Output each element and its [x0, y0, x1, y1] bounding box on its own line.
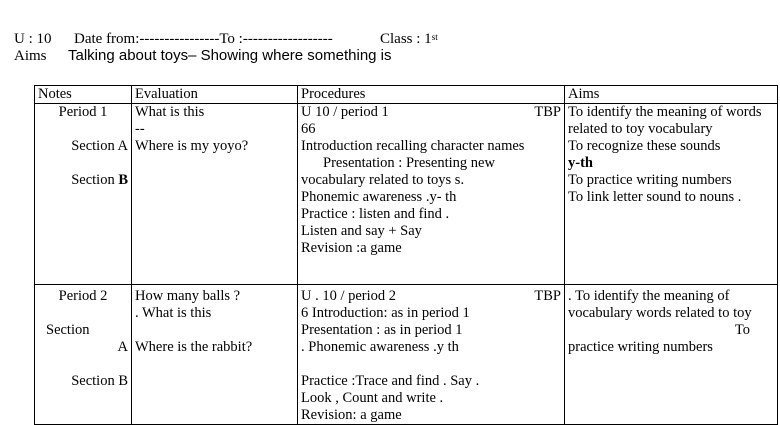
- aim-line: To: [734, 322, 750, 338]
- period-2-evaluation: [132, 285, 298, 425]
- column-header-procedures: Procedures: [298, 86, 565, 104]
- evaluation-line: Where is my yoyo?: [135, 138, 249, 154]
- notes-period: Period 2: [58, 288, 108, 304]
- notes-section-letter: A: [117, 339, 128, 355]
- procedure-line: Presentation : as in period 1: [301, 322, 463, 338]
- evaluation-line: What is this: [135, 104, 205, 120]
- class-label: [380, 31, 438, 48]
- procedure-title: U 10 / period 1 TBP: [301, 104, 561, 120]
- period-2-row: [35, 285, 778, 425]
- class-superscript: st: [431, 32, 438, 42]
- period-2-aims: [565, 285, 778, 425]
- procedure-line: Phonemic awareness .y- th: [301, 189, 457, 205]
- table-header-row: [35, 86, 778, 104]
- period-2-notes: [35, 285, 132, 425]
- evaluation-line: Where is the rabbit?: [135, 339, 253, 355]
- aim-line: To recognize these sounds: [568, 138, 721, 154]
- procedure-line: Revision: a game: [301, 407, 402, 423]
- aim-line: To link letter sound to nouns .: [568, 189, 742, 205]
- aim-sounds: y-th: [568, 155, 593, 171]
- procedure-line: Listen and say + Say: [301, 223, 422, 239]
- notes-section-b: Section B: [71, 373, 128, 389]
- column-header-notes: Notes: [35, 86, 132, 104]
- notes-section-a: Section A: [71, 138, 128, 154]
- evaluation-line: --: [135, 121, 145, 137]
- aim-line: To identify the meaning of words: [568, 104, 762, 120]
- period-1-procedures: [298, 104, 565, 285]
- procedure-line: . Phonemic awareness .y th: [301, 339, 459, 355]
- tbp-label: TBP: [534, 288, 561, 304]
- evaluation-line: . What is this: [135, 305, 212, 321]
- aim-line: To practice writing numbers: [568, 172, 732, 188]
- procedure-title: U . 10 / period 2 TBP: [301, 288, 561, 304]
- aims-text: Talking about toys– Showing where something is: [68, 47, 392, 64]
- period-1-aims: [565, 104, 778, 285]
- aim-line: . To identify the meaning of: [568, 288, 730, 304]
- notes-period: Period 1: [58, 104, 108, 120]
- period-2-procedures: [298, 285, 565, 425]
- unit-label: U : 10: [14, 31, 52, 47]
- lesson-plan-table: [34, 85, 778, 425]
- class-text: Class : 1: [380, 31, 432, 47]
- aim-line: related to toy vocabulary: [568, 121, 713, 137]
- evaluation-line: How many balls ?: [135, 288, 241, 304]
- lesson-plan-table-wrapper: [34, 85, 777, 423]
- procedure-line: Look , Count and write .: [301, 390, 444, 406]
- notes-section-b: Section B: [71, 172, 128, 188]
- aim-line: practice writing numbers: [568, 339, 713, 355]
- aims-label: Aims: [14, 48, 47, 64]
- column-header-evaluation: Evaluation: [132, 86, 298, 104]
- procedure-line: Revision :a game: [301, 240, 402, 256]
- procedure-line: Introduction recalling character names: [301, 138, 525, 154]
- aim-line: vocabulary words related to toy: [568, 305, 752, 321]
- procedure-line: vocabulary related to toys s.: [301, 172, 465, 188]
- period-1-row: [35, 104, 778, 285]
- column-header-aims: Aims: [565, 86, 778, 104]
- period-1-notes: [35, 104, 132, 285]
- procedure-line: 66: [301, 121, 316, 137]
- procedure-line: Practice :Trace and find . Say .: [301, 373, 480, 389]
- notes-section: Section: [46, 322, 90, 338]
- procedure-line: 6 Introduction: as in period 1: [301, 305, 470, 321]
- procedure-line: Presentation : Presenting new: [323, 155, 495, 171]
- period-1-evaluation: [132, 104, 298, 285]
- date-range-label: Date from:----------------To :------------------: [74, 31, 333, 47]
- tbp-label: TBP: [534, 104, 561, 120]
- procedure-line: Practice : listen and find .: [301, 206, 450, 222]
